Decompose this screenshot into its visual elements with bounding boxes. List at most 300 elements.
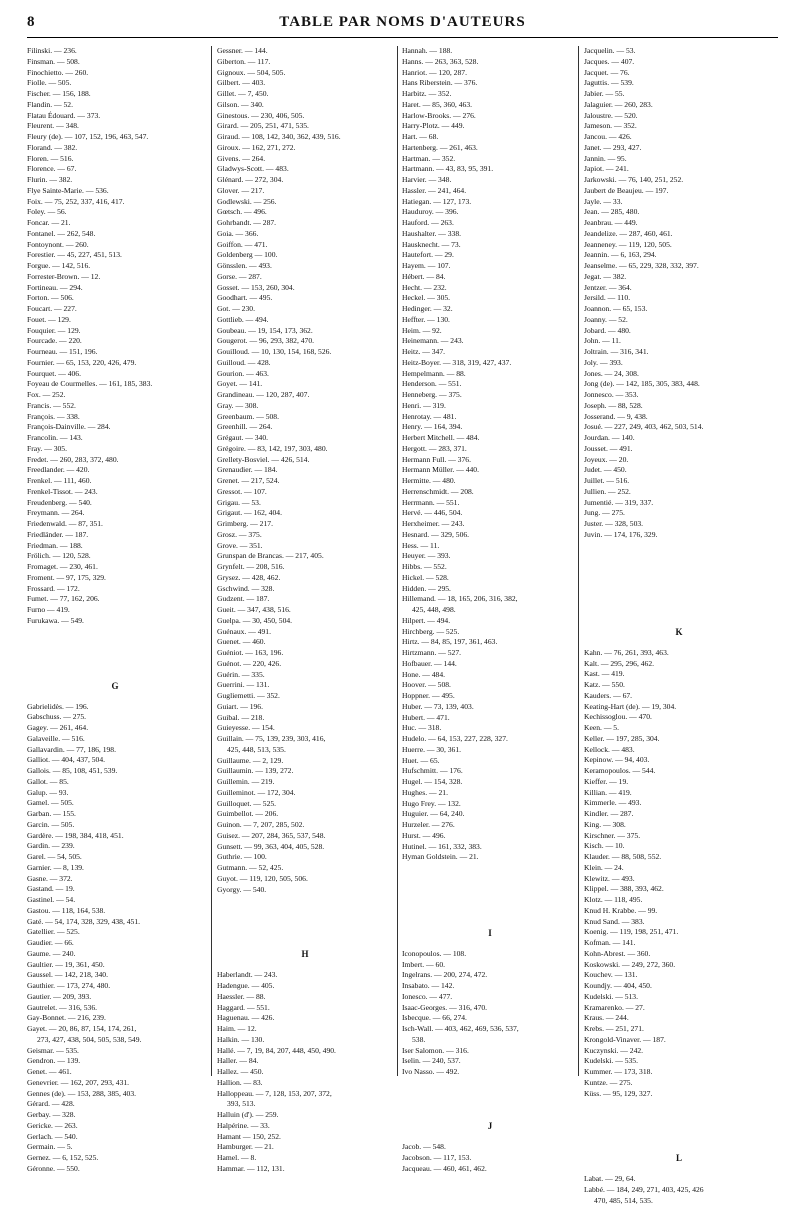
index-entry: Hartman. — 352. — [402, 153, 456, 163]
index-entry: Fumet. — 77, 162, 206. — [27, 594, 100, 604]
column-divider — [211, 46, 212, 1076]
index-entry: Francis. — 552. — [27, 400, 76, 410]
index-entry: Joltrain. — 316, 341. — [584, 347, 649, 356]
index-entry: Goia. — 366. — [217, 228, 259, 238]
page-number: 8 — [27, 14, 35, 30]
index-entry: Harvier. — 348. — [402, 175, 452, 184]
index-entry: Guthrie. — 100. — [217, 852, 267, 862]
index-entry: Gutmann. — 52, 425. — [217, 863, 284, 872]
index-entry: Guenet. — 460. — [217, 637, 266, 647]
index-entry: Forton. — 506. — [27, 293, 74, 303]
index-entry: Haller. — 84. — [217, 1056, 259, 1066]
index-entry: Koskowski. — 249, 272, 360. — [584, 959, 676, 969]
index-entry: Giroux. — 162, 271, 272. — [217, 142, 296, 152]
index-entry: Grenaudier. — 184. — [217, 465, 278, 475]
index-entry: Hartenberg. — 261, 463. — [402, 142, 478, 152]
index-entry: Goodhart. — 495. — [217, 293, 273, 303]
index-entry: Fischer. — 156, 188. — [27, 89, 91, 98]
index-entry: Gastand. — 19. — [27, 884, 75, 894]
index-entry: Klewitz. — 493. — [584, 873, 635, 883]
index-entry: Josserand. — 9, 438. — [584, 411, 648, 421]
index-entry: Juster. — 328, 503. — [584, 519, 644, 528]
index-entry: Jarkowski. — 76, 140, 251, 252. — [584, 175, 684, 184]
index-entry: Guibal. — 218. — [217, 712, 265, 722]
index-entry: Hilpert. — 494. — [402, 615, 451, 625]
index-entry: Guelpa. — 30, 450, 504. — [217, 615, 293, 625]
index-entry: Henri. — 319. — [402, 400, 446, 410]
index-entry: Gressot. — 107. — [217, 486, 267, 496]
index-entry: Kieffer. — 19. — [584, 776, 629, 786]
spacer — [402, 885, 578, 896]
index-entry: Gugliemetti. — 352. — [217, 691, 280, 700]
index-entry: Henrotay. — 481. — [402, 411, 457, 421]
index-entry: Froment. — 97, 175, 329. — [27, 572, 106, 582]
index-entry: Grynfelt. — 208, 516. — [217, 562, 285, 571]
index-entry: Forestier. — 45, 227, 451, 513. — [27, 250, 122, 260]
index-entry: Insabato. — 142. — [402, 981, 455, 990]
index-entry: Joannon. — 65, 153. — [584, 304, 648, 313]
index-entry: Hofbauer. — 144. — [402, 658, 457, 668]
index-entry: Flandin. — 52. — [27, 99, 73, 109]
index-entry: Jacobson. — 117, 153. — [402, 1152, 472, 1162]
index-entry: Francolin. — 143. — [27, 433, 83, 442]
index-entry: Keramopoulos. — 544. — [584, 766, 656, 775]
index-entry: Hammar. — 112, 131. — [217, 1163, 285, 1173]
index-entry: Jabier. — 55. — [584, 89, 625, 98]
index-entry: Goyet. — 141. — [217, 379, 263, 389]
index-entry: Fleurent. — 348. — [27, 121, 79, 131]
index-entry: Klotz. — 118, 495. — [584, 895, 643, 904]
index-entry: Gastinel. — 54. — [27, 895, 76, 904]
index-entry: Forrester-Brown. — 12. — [27, 271, 101, 281]
index-entry: Halpérine. — 33. — [217, 1120, 270, 1130]
index-entry: Friedenwald. — 87, 351. — [27, 519, 103, 528]
running-title: TABLE PAR NOMS D'AUTEURS — [279, 14, 526, 30]
index-entry: Guillaumin. — 139, 272. — [217, 766, 294, 776]
index-entry: Jaubert de Beaujeu. — 197. — [584, 185, 669, 195]
index-entry: Hone. — 484. — [402, 669, 446, 679]
index-entry: Janet. — 293, 427. — [584, 142, 642, 152]
index-entry-continuation: 538. — [412, 1034, 426, 1044]
index-entry: François. — 338. — [27, 411, 80, 421]
index-entry: Hadengue. — 405. — [217, 981, 275, 990]
index-entry: Ivo Nasso. — 492. — [402, 1067, 460, 1076]
index-entry: Hudelo. — 64, 153, 227, 228, 327. — [402, 734, 508, 743]
index-entry-continuation: 393, 513. — [227, 1099, 256, 1109]
index-entry: Gosset. — 153, 260, 304. — [217, 282, 295, 292]
index-entry: Grellety-Bosviel. — 426, 514. — [217, 454, 310, 464]
spacer — [584, 605, 774, 616]
index-columns — [27, 46, 780, 1205]
index-entry: Heffter. — 130. — [402, 314, 450, 324]
index-entry-continuation: 470, 485, 514, 535. — [594, 1195, 653, 1205]
index-entry: Kepinow. — 94, 403. — [584, 755, 650, 765]
index-entry: Hickel. — 528. — [402, 572, 449, 582]
index-entry: Huerre. — 30, 361. — [402, 744, 462, 754]
index-entry: Fourcade. — 220. — [27, 336, 82, 346]
index-entry: Japiot. — 241. — [584, 164, 629, 174]
index-entry: Hutinel. — 161, 332, 383. — [402, 841, 482, 851]
index-entry: Garban. — 155. — [27, 809, 76, 818]
index-entry: Guiart. — 196. — [217, 701, 263, 711]
index-entry: Halloppeau. — 7, 128, 153, 207, 372, — [217, 1088, 332, 1098]
index-entry: Hausknecht. — 73. — [402, 239, 461, 249]
index-column-4 — [584, 46, 774, 1205]
index-entry: Keating-Hart (de). — 19, 304. — [584, 701, 677, 711]
index-entry: Fleury (de). — 107, 152, 196, 463, 547. — [27, 132, 149, 141]
index-entry: Jameson. — 352. — [584, 121, 637, 131]
section-letter: J — [487, 1121, 493, 1131]
index-entry: Hergott. — 283, 371. — [402, 443, 467, 453]
index-entry: Kramarenko. — 27. — [584, 1002, 645, 1012]
index-entry: Kirschner. — 375. — [584, 830, 641, 840]
index-entry: Kimmerle. — 493. — [584, 798, 642, 808]
index-entry: Foncar. — 21. — [27, 218, 71, 227]
index-entry: Gœtsch. — 496. — [217, 207, 267, 217]
index-entry: Fox. — 252. — [27, 390, 66, 399]
index-entry: Guisez. — 207, 284, 365, 537, 548. — [217, 830, 326, 840]
index-entry: Heckel. — 305. — [402, 293, 451, 303]
index-entry: Juillet. — 516. — [584, 476, 630, 485]
index-entry: Frölich. — 120, 528. — [27, 551, 91, 561]
index-entry: Herxheimer. — 243. — [402, 519, 465, 528]
index-entry: Gastou. — 118, 164, 538. — [27, 905, 106, 915]
index-entry: Grimberg. — 217. — [217, 519, 273, 528]
index-entry: Jonnesco. — 353. — [584, 390, 639, 399]
index-entry: Guieyesse. — 154. — [217, 723, 275, 733]
index-entry: Gasne. — 372. — [27, 873, 73, 883]
index-entry: Grigaut. — 162, 404. — [217, 508, 282, 518]
spacer — [217, 917, 393, 928]
index-entry: Ingelrans. — 200, 274, 472. — [402, 970, 488, 980]
index-entry: Jannin. — 95. — [584, 153, 627, 163]
index-entry: Kechissoglou. — 470. — [584, 712, 652, 722]
index-entry: Freedlander. — 420. — [27, 465, 90, 475]
index-entry: Gilbert. — 403. — [217, 78, 266, 88]
index-entry: Juvin. — 174, 176, 329. — [584, 529, 658, 539]
index-entry: Glover. — 217. — [217, 185, 265, 195]
index-entry: Gautier. — 209, 393. — [27, 991, 92, 1001]
index-entry: Genevrier. — 162, 207, 293, 431. — [27, 1077, 130, 1087]
index-entry: Fromaget. — 230, 461. — [27, 562, 98, 571]
spacer — [27, 627, 203, 638]
spacer — [584, 1121, 774, 1132]
index-entry: Keen. — 5. — [584, 723, 620, 732]
index-entry: Guéniot. — 163, 196. — [217, 648, 284, 657]
index-entry: Gatellier. — 525. — [27, 927, 80, 937]
spacer — [217, 906, 393, 917]
index-entry: Friedman. — 188. — [27, 540, 83, 550]
index-entry: Got. — 230. — [217, 304, 255, 313]
index-entry: Greenhill. — 264. — [217, 422, 273, 432]
index-entry: Jones. — 24, 308. — [584, 368, 639, 378]
index-entry: John. — 11. — [584, 336, 621, 346]
index-entry: Gérard. — 428. — [27, 1099, 75, 1109]
index-entry: Harbitz. — 352. — [402, 89, 452, 98]
index-entry: Frossard. — 172. — [27, 583, 80, 593]
index-entry: Hauford. — 263. — [402, 218, 454, 227]
index-entry: Florence. — 67. — [27, 164, 77, 174]
index-entry: Goubeau. — 19, 154, 173, 362. — [217, 325, 313, 335]
index-entry: Herbert Mitchell. — 484. — [402, 433, 480, 442]
spacer — [27, 648, 203, 659]
index-entry: Hermann Full. — 376. — [402, 454, 471, 464]
index-entry: Gilson. — 340. — [217, 99, 264, 109]
index-entry: Haim. — 12. — [217, 1024, 257, 1033]
index-entry: Foucart. — 227. — [27, 304, 77, 313]
index-entry: Gray. — 308. — [217, 400, 259, 410]
index-entry: Géronne. — 550. — [27, 1163, 80, 1173]
index-entry: Hallez. — 450. — [217, 1067, 264, 1076]
index-entry: King. — 308. — [584, 819, 626, 829]
index-entry: Heitz-Boyer. — 318, 319, 427, 437. — [402, 357, 512, 367]
index-entry: Kofman. — 141. — [584, 938, 636, 947]
index-entry: Grosz. — 375. — [217, 529, 262, 539]
index-entry: Huc. — 318. — [402, 723, 442, 733]
index-entry: Gallois. — 85, 108, 451, 539. — [27, 766, 118, 775]
index-entry: Furukawa. — 549. — [27, 615, 84, 625]
index-entry: Fouet. — 129. — [27, 314, 71, 324]
index-entry: Friedländer. — 187. — [27, 529, 89, 539]
index-entry: Huet. — 65. — [402, 755, 440, 765]
index-entry: Gabschuss. — 275. — [27, 712, 87, 722]
index-entry: Geismar. — 535. — [27, 1045, 79, 1055]
index-entry: Freudenberg. — 540. — [27, 497, 92, 507]
index-entry: Gaudier. — 66. — [27, 938, 74, 947]
index-entry: Finsman. — 508. — [27, 56, 80, 66]
index-entry: Guerrini. — 131. — [217, 680, 270, 690]
index-entry: Hébert. — 84. — [402, 271, 446, 281]
column-divider — [578, 46, 579, 1076]
index-entry: Gönsslen. — 493. — [217, 261, 272, 270]
index-entry: Hufschmitt. — 176. — [402, 766, 463, 776]
index-entry: Jullien. — 252. — [584, 486, 631, 496]
spacer — [217, 895, 393, 906]
index-entry: Foix. — 75, 252, 337, 416, 417. — [27, 196, 125, 206]
index-entry: Gallot. — 85. — [27, 776, 69, 786]
index-entry: Hoover. — 508. — [402, 680, 451, 690]
index-entry: Huguier. — 64, 240. — [402, 809, 465, 819]
spacer — [27, 637, 203, 648]
spacer — [402, 1078, 578, 1089]
index-entry: Fournier. — 65, 153, 220, 426, 479. — [27, 357, 137, 367]
section-letter: I — [488, 927, 492, 938]
index-entry: Jalaguier. — 260, 283. — [584, 99, 653, 109]
index-entry: Joseph. — 88, 528. — [584, 400, 643, 410]
index-entry: Jeannin. — 6, 163, 294. — [584, 250, 657, 260]
index-entry: Knud H. Krabbe. — 99. — [584, 905, 658, 915]
index-entry: Herrmann. — 551. — [402, 497, 460, 507]
index-entry: Furno — 419. — [27, 605, 70, 614]
index-entry: Klippel. — 388, 393, 462. — [584, 884, 664, 894]
index-entry: Jumentié. — 319, 337. — [584, 497, 654, 507]
index-entry: Hans Riberstein. — 376. — [402, 78, 478, 88]
index-entry: Gaultier. — 19, 361, 450. — [27, 959, 105, 969]
index-entry: Huber. — 73, 139, 403. — [402, 701, 474, 711]
index-entry: Girard. — 205, 251, 471, 535. — [217, 121, 309, 131]
spacer — [27, 659, 203, 670]
index-entry: Gauthier. — 173, 274, 480. — [27, 981, 111, 990]
index-entry: Kellock. — 483. — [584, 744, 635, 754]
index-entry: Gorse. — 287. — [217, 271, 262, 281]
spacer — [584, 551, 774, 562]
index-entry: Hesnard. — 329, 506. — [402, 529, 470, 539]
index-entry: Gunsett. — 99, 363, 404, 405, 528. — [217, 841, 325, 851]
index-column-2 — [217, 46, 393, 1173]
index-entry: Frenkel-Tissot. — 243. — [27, 486, 98, 496]
index-entry: Gerlach. — 540. — [27, 1131, 78, 1141]
index-entry: Guyot. — 119, 120, 505, 506. — [217, 873, 308, 883]
index-entry: Jung. — 275. — [584, 508, 625, 518]
index-entry: Jeanselme. — 65, 229, 328, 332, 397. — [584, 261, 699, 270]
index-entry: Harlow-Brooks. — 276. — [402, 110, 476, 120]
index-entry: Kisch. — 10. — [584, 841, 625, 851]
index-entry: Jancou. — 426. — [584, 132, 632, 141]
index-entry: Knud Sand. — 383. — [584, 916, 645, 926]
index-entry: Hurst. — 496. — [402, 830, 446, 840]
index-entry: Jacquelin. — 53. — [584, 46, 636, 55]
index-entry-continuation: 273, 427, 438, 504, 505, 538, 549. — [37, 1034, 142, 1044]
index-entry: Garel. — 54, 505. — [27, 852, 82, 861]
index-entry: Labat. — 29, 64. — [584, 1174, 636, 1184]
index-entry: Hartmann. — 43, 83, 95, 391. — [402, 164, 494, 174]
index-entry: Grove. — 351. — [217, 540, 263, 550]
index-entry: Hidden. — 295. — [402, 583, 451, 593]
index-entry: Hauduroy. — 396. — [402, 207, 459, 217]
index-entry: Fiolle. — 505. — [27, 78, 72, 88]
index-entry: Iser Salomon. — 316. — [402, 1045, 469, 1055]
index-entry: Gabrielidès. — 196. — [27, 701, 89, 711]
index-entry: Germain. — 5. — [27, 1142, 73, 1152]
index-entry-continuation: 425, 448, 513, 535. — [227, 744, 286, 754]
index-entry: Gautrelet. — 316, 536. — [27, 1002, 98, 1012]
index-entry: Isaac-Georges. — 316, 470. — [402, 1002, 488, 1012]
spacer — [402, 1099, 578, 1110]
index-entry: Hermitte. — 480. — [402, 476, 456, 485]
index-entry: Hughes. — 21. — [402, 787, 448, 797]
index-entry: Henderson. — 551. — [402, 379, 462, 389]
index-entry: Gouilloud. — 10, 130, 154, 168, 526. — [217, 347, 332, 356]
index-entry: Harry-Plotz. — 449. — [402, 121, 465, 131]
index-entry: Hecht. — 232. — [402, 282, 447, 292]
index-entry: Gillet. — 7, 450. — [217, 89, 269, 98]
index-entry: Gottlieb. — 494. — [217, 314, 269, 324]
index-entry: Haret. — 85, 360, 463. — [402, 99, 473, 109]
index-entry: Hermann Müller. — 440. — [402, 465, 479, 475]
index-entry: Gessner. — 144. — [217, 46, 268, 55]
index-entry: Klauder. — 88, 508, 552. — [584, 852, 662, 861]
index-entry: Gschwind. — 328. — [217, 583, 275, 593]
index-entry: Hoppner. — 495. — [402, 691, 455, 700]
index-entry: Gamel. — 505. — [27, 798, 74, 808]
spacer — [402, 863, 578, 874]
index-entry: Hart. — 68. — [402, 132, 439, 141]
index-entry: Greenbaum. — 508. — [217, 411, 279, 421]
index-entry: Gerbay. — 328. — [27, 1110, 76, 1119]
index-entry: Jaloustre. — 520. — [584, 110, 638, 120]
index-entry: Forgue. — 142, 516. — [27, 261, 91, 270]
index-entry: Heitz. — 347. — [402, 347, 446, 356]
section-letter: K — [675, 626, 683, 637]
index-entry: Galliot. — 404, 437, 504. — [27, 755, 106, 765]
index-entry: Garcin. — 505. — [27, 819, 75, 829]
index-column-3 — [402, 46, 578, 1173]
index-entry: Jentzer. — 364. — [584, 282, 632, 292]
index-entry: Jacques. — 407. — [584, 56, 635, 66]
index-entry: Finochietto. — 260. — [27, 67, 89, 77]
index-entry: Jousset. — 491. — [584, 443, 633, 453]
index-entry: Krongold-Vinaver. — 187. — [584, 1034, 666, 1044]
index-entry: Kindler. — 287. — [584, 809, 634, 818]
index-entry: Kudelski. — 513. — [584, 991, 638, 1001]
index-entry: Foley. — 56. — [27, 207, 67, 217]
index-entry: Hayem. — 107. — [402, 261, 451, 270]
index-entry: Grysez. — 428, 462. — [217, 572, 281, 582]
index-entry: Ginestous. — 230, 406, 505. — [217, 110, 305, 120]
index-entry: Haushalter. — 338. — [402, 228, 462, 238]
index-entry: Hautefort. — 29. — [402, 250, 454, 260]
index-entry: Filinski. — 236. — [27, 46, 77, 55]
index-entry: Hervé. — 446, 504. — [402, 508, 463, 518]
index-entry: Hamel. — 8. — [217, 1153, 257, 1162]
index-entry: Hamant — 150, 252. — [217, 1131, 281, 1141]
index-entry: Goldenberg — 100. — [217, 250, 278, 260]
index-entry: Jourdan. — 140. — [584, 433, 635, 442]
index-entry: Flurin. — 382. — [27, 175, 73, 184]
index-entry: Jaguttis. — 539. — [584, 78, 634, 88]
index-entry: Kummer. — 173, 318. — [584, 1067, 653, 1076]
index-entry: Gardère. — 198, 384, 418, 451. — [27, 830, 124, 840]
index-entry: Keller. — 197, 285, 304. — [584, 733, 660, 743]
index-entry: Ionesco. — 477. — [402, 991, 453, 1001]
spacer — [217, 928, 393, 939]
index-entry: Glénard. — 272, 304. — [217, 175, 284, 184]
index-entry: Gardin. — 239. — [27, 841, 75, 851]
index-entry: Grunspan de Brancas. — 217, 405. — [217, 551, 324, 561]
spacer — [402, 895, 578, 906]
spacer — [584, 573, 774, 584]
index-entry: Hanns. — 263, 363, 528. — [402, 56, 479, 66]
index-entry: Joyeux. — 20. — [584, 454, 629, 464]
index-entry: Gaume. — 240. — [27, 948, 76, 958]
index-entry: Giraud. — 108, 142, 340, 362, 439, 516. — [217, 132, 341, 141]
index-entry: Hempelmann. — 88. — [402, 368, 466, 378]
index-entry: Gaté. — 54, 174, 328, 329, 438, 451. — [27, 916, 141, 926]
index-entry: Guénaux. — 491. — [217, 626, 271, 636]
spacer — [584, 1110, 774, 1121]
index-entry: Krebs. — 251, 271. — [584, 1024, 644, 1033]
index-entry: Grigau. — 53. — [217, 497, 261, 507]
index-entry: Fontanel. — 262, 548. — [27, 228, 96, 238]
index-entry: Grandineau. — 120, 287, 407. — [217, 390, 310, 399]
index-entry: Josué. — 227, 249, 403, 462, 503, 514. — [584, 422, 704, 432]
index-entry: Jayle. — 33. — [584, 196, 623, 206]
index-entry: Jeanbrau. — 449. — [584, 218, 638, 227]
index-entry: Flatau Édouard. — 373. — [27, 110, 101, 120]
index-entry: Gayet. — 20, 86, 87, 154, 174, 261, — [27, 1024, 137, 1033]
index-entry: Jeandelize. — 287, 460, 461. — [584, 228, 673, 238]
index-entry: Godlewski. — 256. — [217, 196, 277, 206]
index-entry: Hibbs. — 552. — [402, 562, 447, 571]
index-entry: Guillaume. — 2, 129. — [217, 755, 284, 765]
spacer — [584, 1099, 774, 1110]
index-entry: Hess. — 11. — [402, 540, 440, 550]
index-entry: Hyman Goldstein. — 21. — [402, 852, 479, 862]
index-entry: Fourneau. — 151, 196. — [27, 347, 98, 356]
index-entry: Floren. — 516. — [27, 153, 74, 163]
index-entry: Grenet. — 217, 524. — [217, 476, 280, 485]
index-entry: Gay-Bonnet. — 216, 239. — [27, 1013, 106, 1023]
